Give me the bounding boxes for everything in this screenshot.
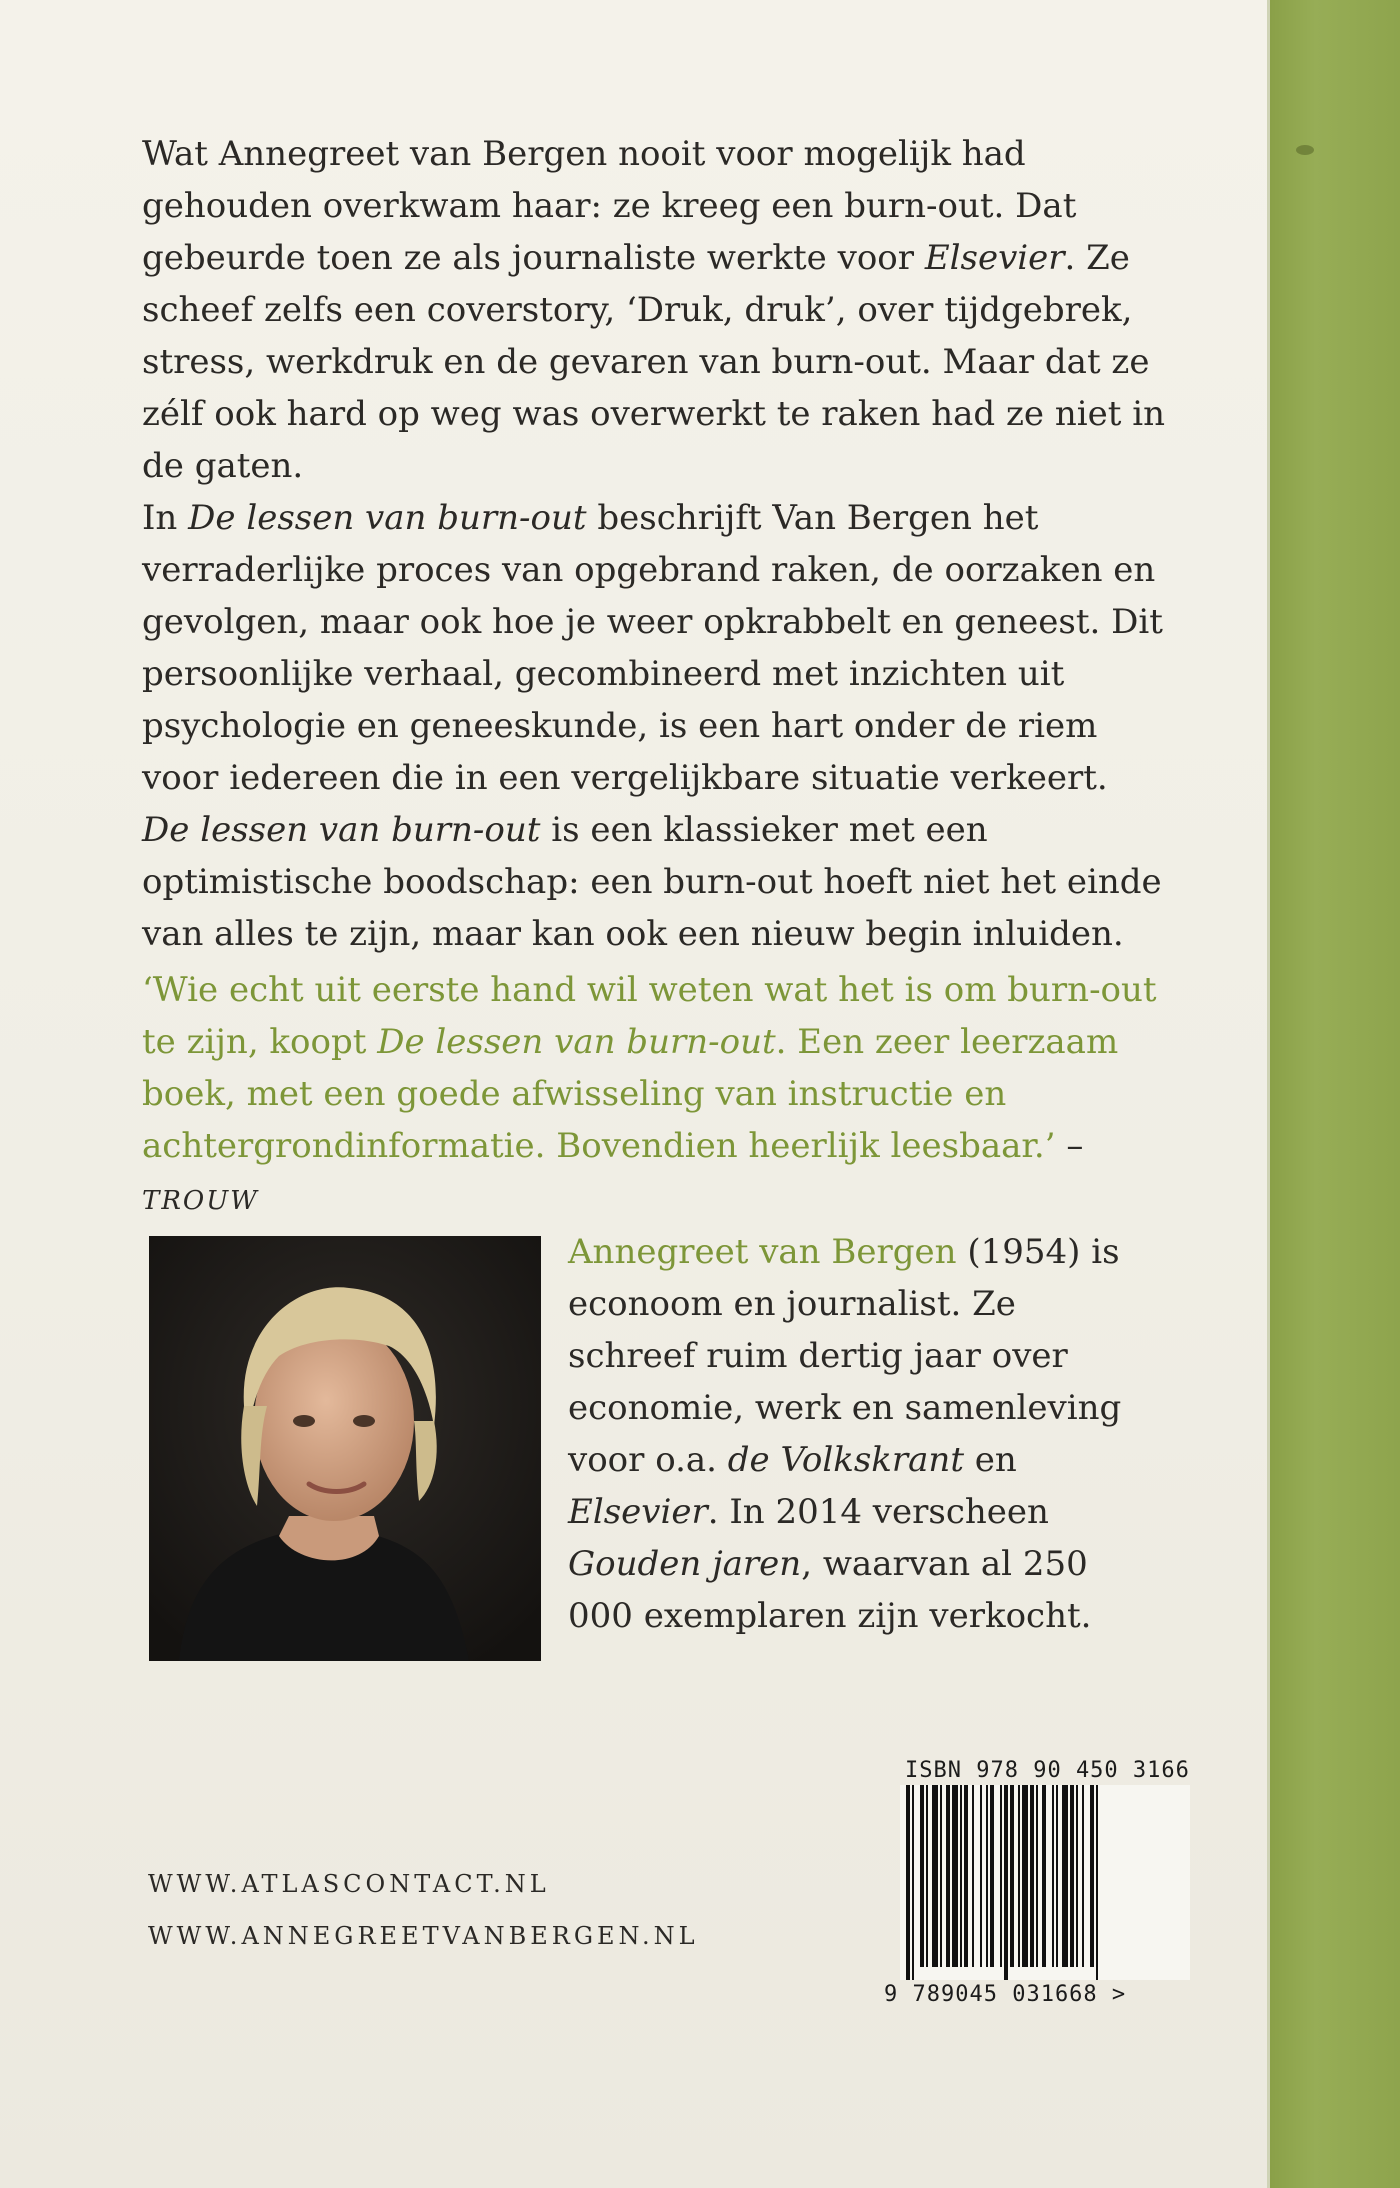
barcode-bar	[1056, 1785, 1058, 1967]
isbn-label: ISBN 978 90 450 3166	[905, 1758, 1190, 1783]
author-bio: Annegreet van Bergen (1954) is econoom en journalist. Ze schreef ruim dertig jaar over economie, werk en samenleving voor o.a. de Volkskrant en Elsevier. In 2014 verscheen Gouden jaren, waarvan al 250 000 exemplaren zijn verkocht.	[568, 1232, 1122, 1636]
barcode-bar	[920, 1785, 924, 1967]
blurb	[142, 128, 1182, 960]
barcode-bar	[952, 1785, 958, 1967]
barcode-bar	[964, 1785, 968, 1967]
barcode-bar	[926, 1785, 928, 1967]
blurb-paragraph-2: In De lessen van burn-out beschrijft Van Bergen het verraderlijke proces van opgebrand raken, de oorzaken en gevolgen, maar ook hoe je weer opkrabbelt en geneest. Dit persoonlijke verhaal, gecombineerd met inzichten uit psychologie en geneeskunde, is een hart onder de riem voor iedereen die in een vergelijkbare situatie verkeert.	[142, 498, 1163, 798]
barcode	[900, 1785, 1190, 1980]
barcode-bar	[1062, 1785, 1068, 1967]
barcode-bar	[932, 1785, 938, 1967]
spine-mark	[1296, 145, 1314, 155]
barcode-bars	[900, 1785, 1190, 1980]
barcode-bar	[1018, 1785, 1020, 1967]
url-author[interactable]: WWW.ANNEGREETVANBERGEN.NL	[148, 1922, 699, 1950]
author-portrait-illustration	[149, 1236, 541, 1661]
barcode-bar	[1036, 1785, 1038, 1967]
barcode-bar	[1000, 1785, 1002, 1967]
barcode-bar	[1090, 1785, 1094, 1967]
barcode-bar	[1076, 1785, 1078, 1967]
spine	[1267, 0, 1400, 2188]
barcode-bar	[960, 1785, 962, 1967]
barcode-bar	[980, 1785, 982, 1967]
barcode-bar	[972, 1785, 974, 1967]
barcode-bar	[1096, 1785, 1098, 1980]
barcode-digits: 9 789045 031668 >	[884, 1982, 1127, 2007]
barcode-bar	[990, 1785, 994, 1967]
barcode-bar	[1052, 1785, 1054, 1967]
barcode-bar	[1004, 1785, 1008, 1980]
barcode-bar	[1022, 1785, 1028, 1967]
barcode-bar	[1030, 1785, 1034, 1967]
barcode-bar	[1010, 1785, 1014, 1967]
barcode-bar	[1082, 1785, 1084, 1967]
blurb-paragraph-1: Wat Annegreet van Bergen nooit voor mogelijk had gehouden overkwam haar: ze kreeg een burn-out. Dat gebeurde toen ze als journaliste werkte voor Elsevier. Ze scheef zelfs een coverstory, ‘Druk, druk’, over tijdgebrek, stress, werkdruk en de gevaren van burn-out. Maar dat ze zélf ook hard op weg was overwerkt te raken had ze niet in de gaten.	[142, 134, 1165, 486]
barcode-bar	[986, 1785, 988, 1967]
author-name: Annegreet van Bergen	[568, 1232, 957, 1272]
url-publisher[interactable]: WWW.ATLASCONTACT.NL	[148, 1870, 550, 1898]
barcode-bar	[912, 1785, 914, 1980]
barcode-bar	[946, 1785, 950, 1967]
quote-source: TROUW	[142, 1186, 259, 1216]
barcode-bar	[940, 1785, 942, 1967]
barcode-bar	[906, 1785, 910, 1980]
review-quote: ‘Wie echt uit eerste hand wil weten wat het is om burn-out te zijn, koopt De lessen van burn-out. Een zeer leerzaam boek, met een goede afwisseling van instructie en achtergrondinformatie. Bovendien heerlijk leesbaar.’ – TROUW	[142, 970, 1157, 1216]
barcode-bar	[1042, 1785, 1046, 1967]
author-photo	[149, 1236, 541, 1661]
blurb-paragraph-3: De lessen van burn-out is een klassieker met een optimistische boodschap: een burn-out hoeft niet het einde van alles te zijn, maar kan ook een nieuw begin inluiden.	[142, 810, 1162, 954]
barcode-bar	[1070, 1785, 1074, 1967]
